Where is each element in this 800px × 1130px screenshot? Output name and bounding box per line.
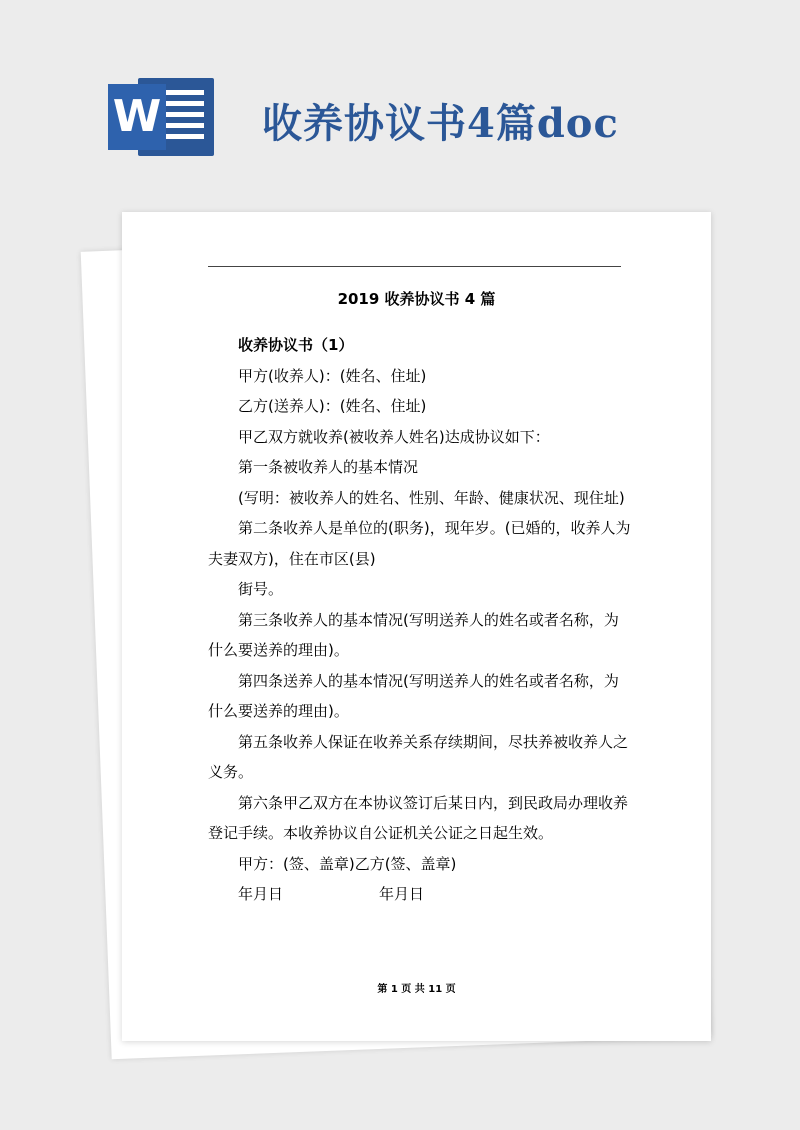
paragraph: 第六条甲乙双方在本协议签订后某日内，到民政局办理收养登记手续。本收养协议自公证机关公证之日起生效。 xyxy=(208,793,629,842)
paragraph: 第一条被收养人的基本情况 xyxy=(238,458,419,476)
paragraph: 甲方(收养人)：(姓名、住址) xyxy=(238,366,427,385)
date-right: 年月日 xyxy=(379,885,425,903)
page-number: 第 1 页 共 11 页 xyxy=(377,984,456,995)
section-heading: 收养协议书（1） xyxy=(238,336,354,354)
paragraph: 第二条收养人是单位的(职务)，现年岁。(已婚的，收养人为夫妻双方)，住在市区(县) xyxy=(208,519,631,568)
word-icon-letter: W xyxy=(108,84,166,150)
paragraph: 第五条收养人保证在收养关系存续期间，尽扶养被收养人之义务。 xyxy=(208,732,629,781)
date-left: 年月日 xyxy=(238,885,284,903)
word-icon-lines xyxy=(162,90,204,145)
paragraph: 街号。 xyxy=(238,580,284,598)
signature-line: 甲方：(签、盖章)乙方(签、盖章) xyxy=(238,854,457,873)
document-body xyxy=(208,330,633,910)
document-page xyxy=(122,212,711,1041)
document-title: 2019 收养协议书 4 篇 xyxy=(337,290,496,308)
paragraph: 乙方(送养人)：(姓名、住址) xyxy=(238,397,427,415)
header-rule xyxy=(208,266,621,267)
word-document-icon xyxy=(108,78,214,156)
banner-title: 收养协议书4篇doc xyxy=(262,100,619,147)
paragraph: 第四条送养人的基本情况(写明送养人的姓名或者名称，为什么要送养的理由)。 xyxy=(208,671,619,720)
date-line xyxy=(208,879,633,910)
paragraph: (写明：被收养人的姓名、性别、年龄、健康状况、现住址) xyxy=(238,488,625,507)
banner xyxy=(0,0,800,200)
paragraph: 第三条收养人的基本情况(写明送养人的姓名或者名称，为什么要送养的理由)。 xyxy=(208,610,619,659)
paragraph: 甲乙双方就收养(被收养人姓名)达成协议如下： xyxy=(238,427,550,446)
